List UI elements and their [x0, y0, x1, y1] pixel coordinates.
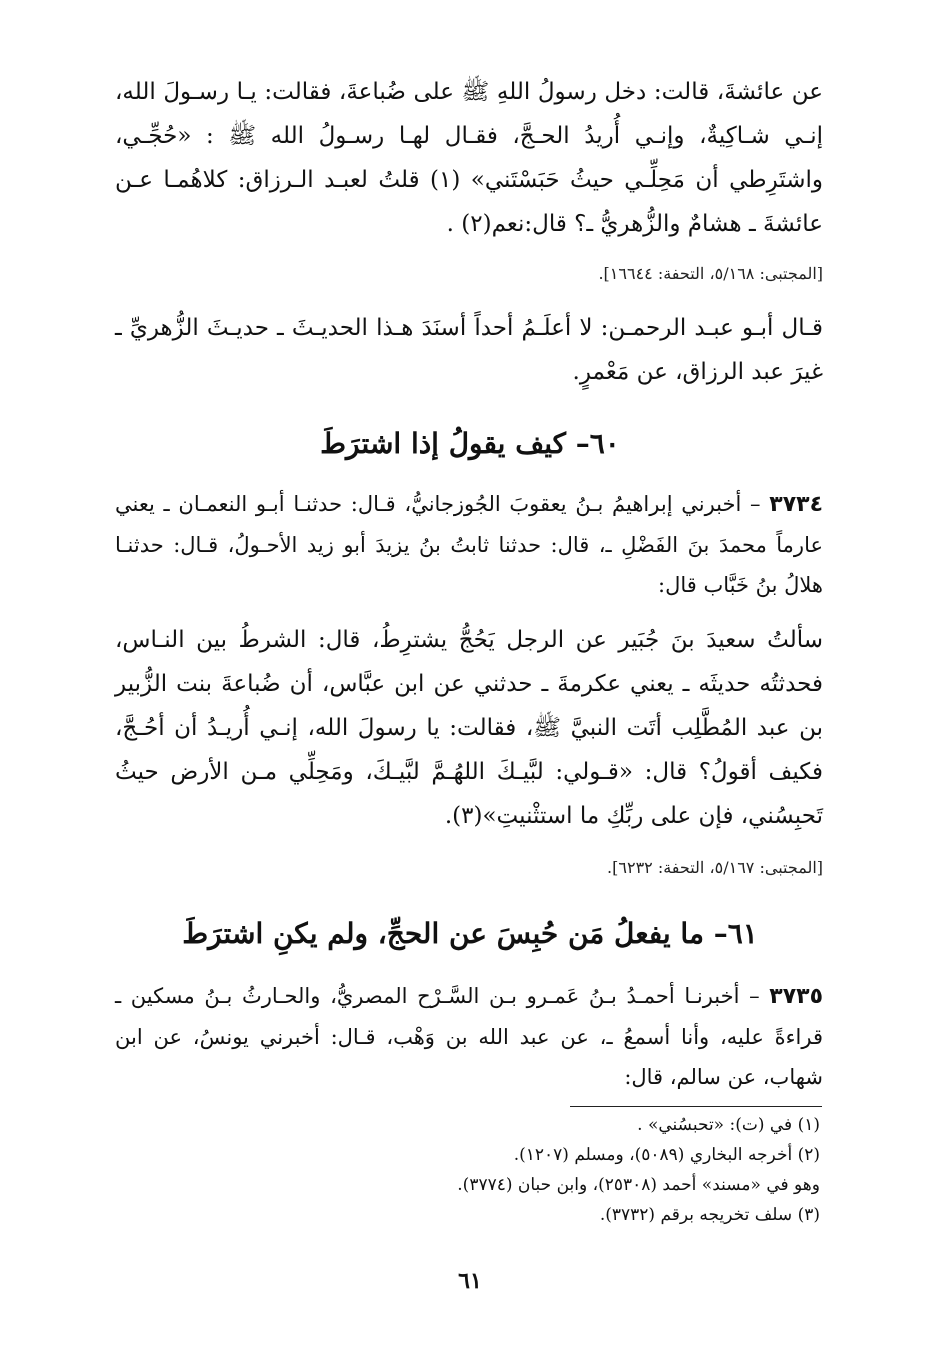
hadith-isnad-text: – أخبرنـا أحمـدُ بـنُ عَمـرو بـن السَّـرْح المصريُّ، والحـارثُ بـنُ مسكين ـ قراءةً عليه، وأنا أسمعُ ـ، عن عبد الله بن وَهْب، قـال: أخبرني يونسُ، عن ابن شهاب، عن سالم، قال:	[115, 984, 823, 1089]
page-number: ٦١	[458, 1268, 482, 1294]
hadith-continuation-paragraph: عن عائشةَ، قالت: دخل رسولُ اللهِ ﷺ على ضُباعةَ، فقالت: يـا رسـولَ الله، إنـي شـاكِيةٌ، وإنـي أُريدُ الحـجَّ، فقـال لهـا رسـولُ الله ﷺ : «حُجِّـي، واشتَرِطي أن مَحِلِّـي حيثُ حَبَسْتَني» (١) قلتُ لعبـد الـرزاق: كلاهُمـا عـن عائشةَ ـ هشامٌ والزُّهريُّ ـ؟ قال:نعم(٢) .	[115, 79, 823, 237]
footnote-3: (٣) سلف تخريجه برقم (٣٧٣٢).	[599, 1205, 820, 1225]
footnote-2: (٢) أخرجه البخاري (٥٠٨٩)، ومسلم (١٢٠٧).	[513, 1145, 820, 1165]
hadith-3735-isnad	[115, 976, 823, 1097]
author-comment-paragraph: قـال أبـو عبـد الرحمـن: لا أعلَـمُ أحداً أسنَدَ هـذا الحديـثَ ـ حديـثَ الزُّهريِّ ـ غيرَ عبد الرزاق، عن مَعْمرٍ.	[115, 315, 823, 385]
hadith-isnad-text: – أخبرني إبراهيمُ بـنُ يعقوبَ الجُوزجانيُّ، قـال: حدثنـا أبـو النعمـان ـ يعني عارماً محمدَ بنَ الفَضْلِ ـ، قال: حدثنا ثابتُ بنُ يزيدَ أبو زيد الأحـولُ، قـال: حدثنـا هلالُ بنُ خَبَّاب قال:	[115, 492, 823, 597]
hadith-number: ٣٧٣٥	[769, 984, 823, 1009]
reference-note-2: [المجتبى: ٥/١٦٧، التحفة: ٦٢٣٢].	[607, 858, 823, 877]
footnote-separator	[570, 1106, 822, 1107]
hadith-3734-isnad	[115, 484, 823, 605]
reference-note-1: [المجتبى: ٥/١٦٨، التحفة: ١٦٦٤٤].	[598, 264, 823, 283]
chapter-heading-60: ٦٠– كيف يقولُ إذا اشترَطَ	[320, 427, 620, 460]
footnote-1: (١) في (ت): «تحبسُني» .	[637, 1115, 820, 1135]
hadith-number: ٣٧٣٤	[769, 492, 823, 517]
footnote-2-continuation: وهو في «مسند» أحمد (٢٥٣٠٨)، وابن حبان (٣٧٧٤).	[457, 1175, 820, 1195]
chapter-heading-61: ٦١– ما يفعلُ مَن حُبِسَ عن الحجِّ، ولم يكنِ اشترَطَ	[182, 917, 758, 950]
hadith-3734-matn: سألتُ سعيدَ بنَ جُبَير عن الرجل يَحُجُّ يشترِطُ، قال: الشرطُ بين النـاس، فحدثتُه حديثَه ـ يعني عكرمةَ ـ حدثني عن ابن عبَّاس، أن ضُباعةَ بنت الزُّبير بن عبد المُطَّلِب أتَت النبيَّ ﷺ، فقالت: يا رسولَ الله، إنـي أُريـدُ أن أحُـجَّ، فكيف أقولُ؟ قال: «قـولي: لبَّيـكَ اللهُـمَّ لبَّيـكَ، ومَحِلِّي مـن الأرض حيثُ تَحبِسُني، فإن على ربِّكِ ما استثْنيتِ»(٣).	[115, 627, 823, 829]
